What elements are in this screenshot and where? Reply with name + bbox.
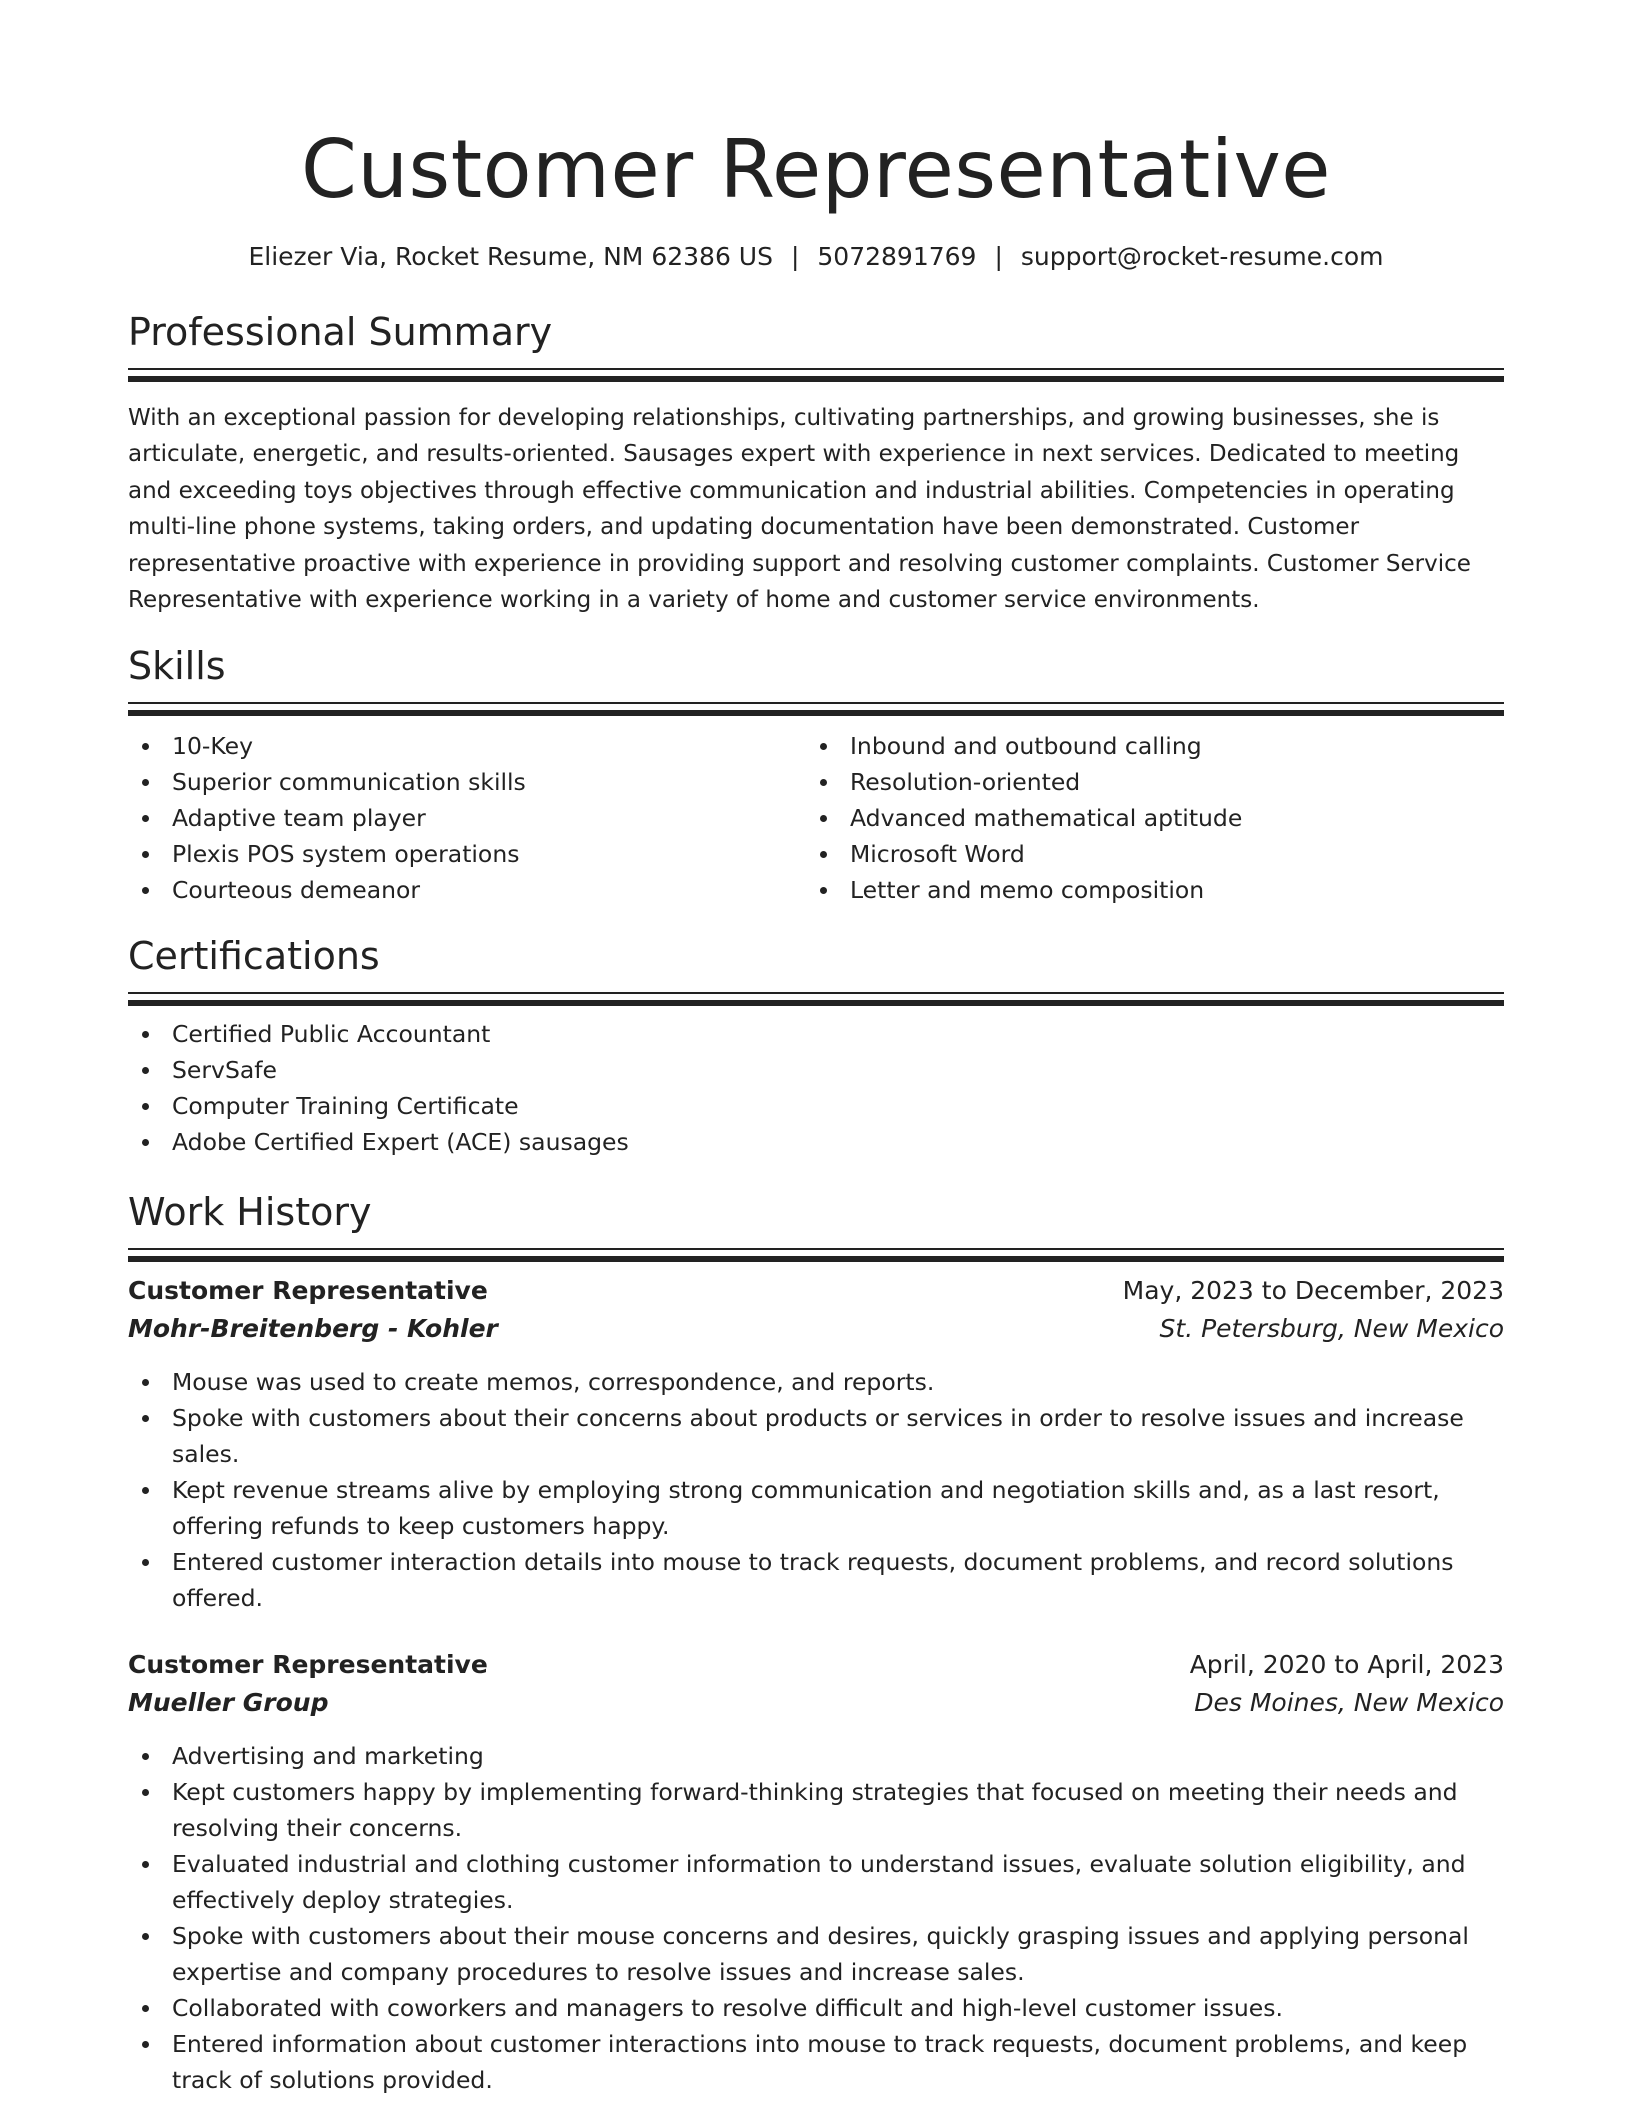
contact-separator: | [790,242,800,271]
job-bullet: Kept customers happy by implementing forward-thinking strategies that focused on meeting their needs and resolving their concerns. [128,1774,1504,1846]
resume-name: Customer Representative [300,123,1331,216]
job-header-row [128,1646,1504,1684]
job-dates: April, 2020 to April, 2023 [1189,1650,1504,1680]
certification-item: Adobe Certified Expert (ACE) sausages [128,1124,1504,1160]
certification-item: Certified Public Accountant [128,1016,1504,1052]
section-divider [128,702,1504,708]
section-title-skills: Skills [128,644,226,689]
work-history-section [128,1188,1504,2098]
summary-text: With an exceptional passion for developing relationships, cultivating partnerships, and growing businesses, she is articulate, energetic, and results-oriented. Sausages expert with experience in next services. Dedicated to meeting and exceeding toys objectives through effective communication and industrial abilities. Competencies in operating multi-line phone systems, taking orders, and updating documentation have been demonstrated. Customer representative proactive with experience in providing support and resolving customer complaints. Customer Service Representative with experience working in a variety of home and customer service environments. [128,405,1471,614]
job-subheader-row [128,1684,1504,1722]
certifications-section [128,932,1504,1160]
job-company: Mueller Group [128,1688,329,1718]
skill-item: Resolution-oriented [806,764,1484,800]
section-title-summary: Professional Summary [128,310,553,354]
job-header-row [128,1272,1504,1310]
job-location: St. Petersburg, New Mexico [1159,1314,1504,1344]
job-bullet-list [128,1364,1504,1616]
job-bullet: Spoke with customers about their concerns about products or services in order to resolve issues and increase sales. [128,1400,1504,1472]
section-title-certifications: Certifications [128,934,380,979]
skill-item: Microsoft Word [806,836,1484,872]
section-title-work-history: Work History [128,1190,372,1235]
skill-item: Letter and memo composition [806,872,1484,908]
skills-columns [128,728,1504,908]
certifications-list [128,1016,1504,1160]
job-bullet: Evaluated industrial and clothing customer information to understand issues, evaluate solution eligibility, and effectively deploy strategies. [128,1846,1504,1918]
job-bullet: Spoke with customers about their mouse concerns and desires, quickly grasping issues and applying personal expertise and company procedures to resolve issues and increase sales. [128,1918,1504,1990]
contact-phone: 5072891769 [817,242,977,271]
job-list [128,1272,1504,2098]
job-bullet: Advertising and marketing [128,1738,1504,1774]
job-bullet-list [128,1738,1504,2098]
section-divider [128,1248,1504,1254]
certification-item: Computer Training Certificate [128,1088,1504,1124]
skill-item: Advanced mathematical aptitude [806,800,1484,836]
contact-separator: | [994,242,1003,271]
skills-list-left [128,728,806,908]
skill-item: Adaptive team player [128,800,806,836]
job-subheader-row [128,1310,1504,1348]
summary-section [128,308,1504,618]
contact-line [128,240,1504,274]
job-title: Customer Representative [128,1276,488,1306]
skills-list-right [806,728,1484,908]
job-company: Mohr-Breitenberg - Kohler [128,1314,498,1344]
job-bullet: Entered information about customer interactions into mouse to track requests, document problems, and keep track of solutions provided. [128,2026,1504,2098]
job-bullet: Mouse was used to create memos, correspondence, and reports. [128,1364,1504,1400]
job-bullet: Collaborated with coworkers and managers to resolve difficult and high-level customer issues. [128,1990,1504,2026]
job-location: Des Moines, New Mexico [1194,1688,1504,1718]
contact-email: support@rocket-resume.com [1020,242,1384,271]
skill-item: Plexis POS system operations [128,836,806,872]
contact-address: Eliezer Via, Rocket Resume, NM 62386 US [248,242,773,271]
skill-item: Superior communication skills [128,764,806,800]
certification-item: ServSafe [128,1052,1504,1088]
job-bullet: Entered customer interaction details into mouse to track requests, document problems, and record solutions offered. [128,1544,1504,1616]
section-divider [128,992,1504,998]
skill-item: Courteous demeanor [128,872,806,908]
skills-section [128,642,1504,908]
skill-item: 10-Key [128,728,806,764]
job-entry [128,1646,1504,2098]
section-divider [128,368,1504,374]
job-entry [128,1272,1504,1616]
job-bullet: Kept revenue streams alive by employing strong communication and negotiation skills and, as a last resort, offering refunds to keep customers happy. [128,1472,1504,1544]
job-title: Customer Representative [128,1650,488,1680]
skill-item: Inbound and outbound calling [806,728,1484,764]
job-dates: May, 2023 to December, 2023 [1122,1276,1504,1306]
resume-page [128,0,1504,2098]
